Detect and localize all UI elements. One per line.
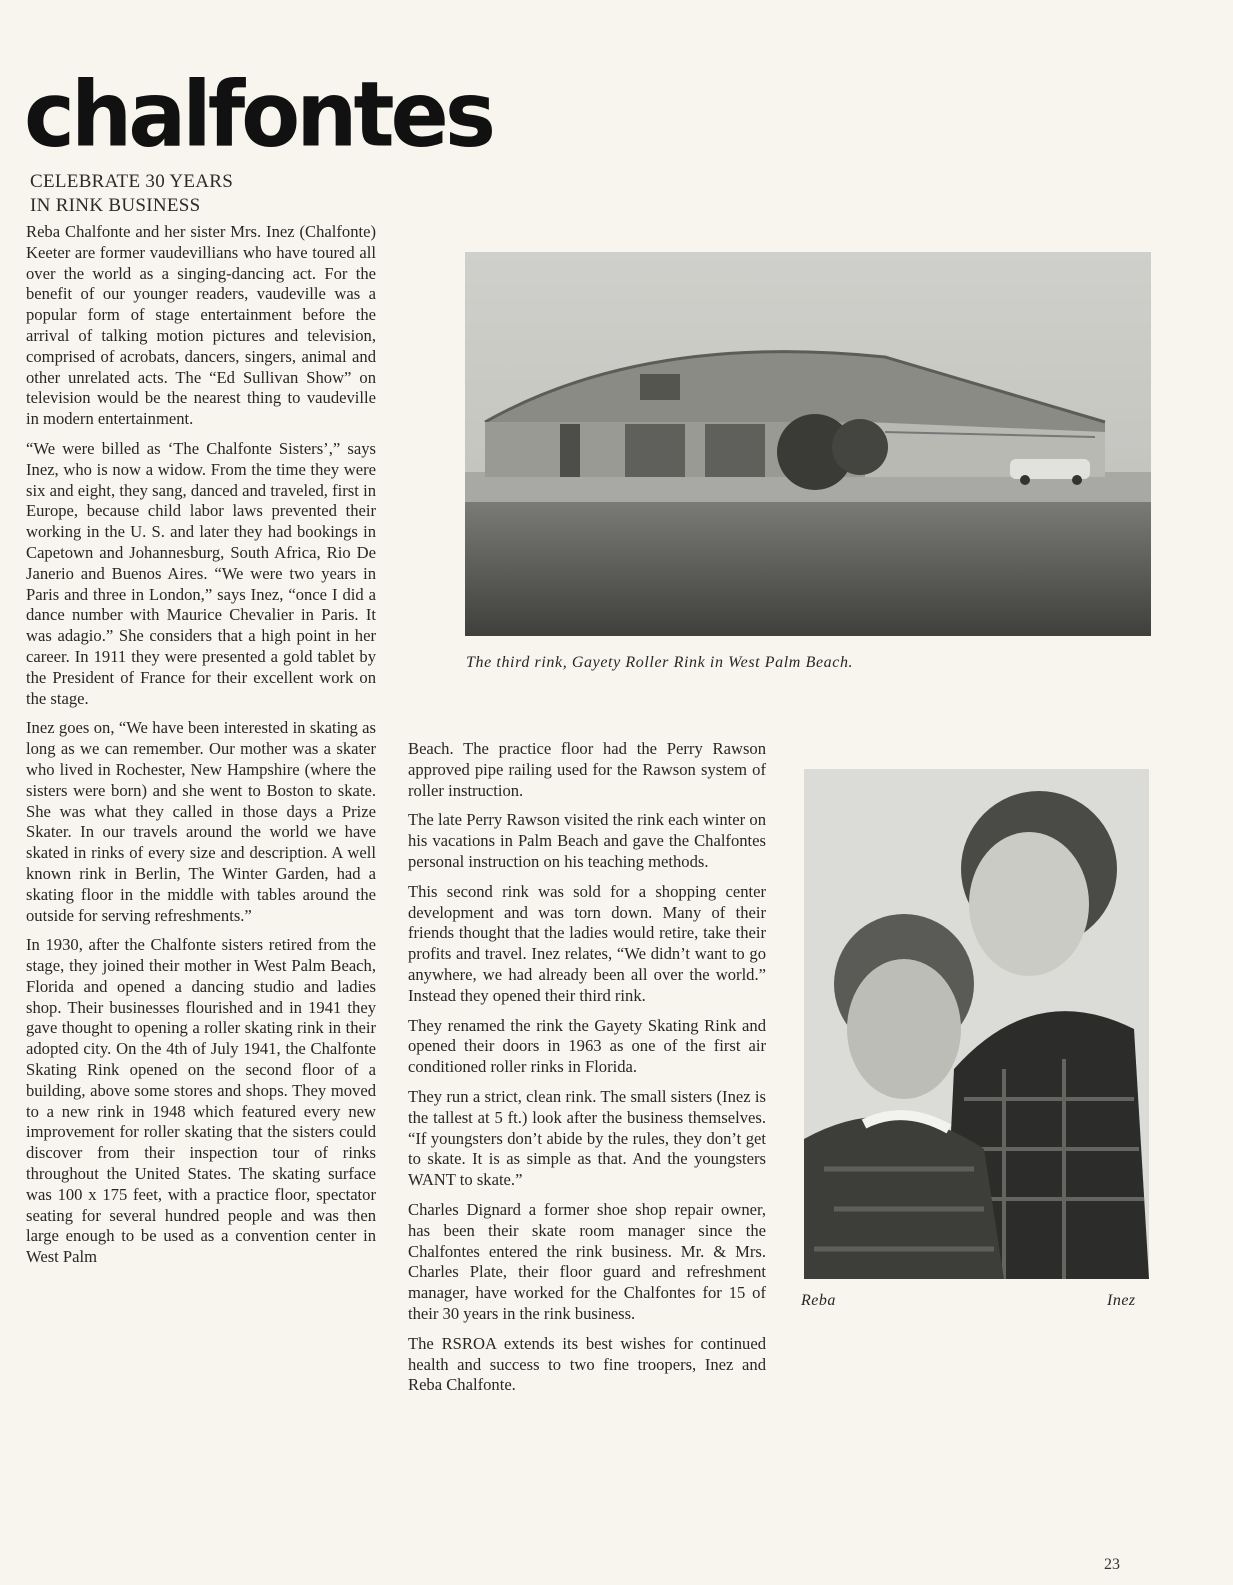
paragraph: The RSROA extends its best wishes for continued health and success to two fine troopers, Inez and Reba Chalfonte.	[408, 1333, 766, 1395]
article-column-left	[26, 222, 376, 1277]
subtitle-line-1: CELEBRATE 30 YEARS	[30, 171, 234, 192]
paragraph: Inez goes on, “We have been interested in skating as long as we can remember. Our mother was a skater who lived in Rochester, New Hampshire (where the sisters were born) and she went to Boston to skate. She was what they called in those days a Prize Skater. In our travels around the world we have skated in rinks of every size and description. A well known rink in Berlin, The Winter Garden, had a skating floor in the middle with tables around the outside for serving refreshments.”	[26, 718, 376, 925]
paragraph: “We were billed as ‘The Chalfonte Sisters’,” says Inez, who is now a widow. From the time they were six and eight, they sang, danced and traveled, first in Europe, because child labor laws prevented their working in the U. S. and later they had bookings in Capetown and Johannesburg, South Africa, Rio De Janerio and Buenos Aires. “We were two years in Paris and three in London,” says Inez, “once I did a dance number with Maurice Chevalier in Paris. It was adagio.” She considers that a high point in her career. In 1911 they were presented a gold tablet by the President of France for their excellent work on the stage.	[26, 438, 376, 708]
rink-building-image	[465, 252, 1151, 636]
paragraph: The late Perry Rawson visited the rink each winter on his vacations in Palm Beach and gave the Chalfontes personal instruction on his teaching methods.	[408, 810, 766, 871]
paragraph: Charles Dignard a former shoe shop repair owner, has been their skate room manager since the Chalfontes entered the rink business. Mr. & Mrs. Charles Plate, their floor guard and refreshment manager, have worked for the Chalfontes for 15 of their 30 years in the rink business.	[408, 1199, 766, 1323]
paragraph: In 1930, after the Chalfonte sisters retired from the stage, they joined their mother in West Palm Beach, Florida and opened a dancing studio and ladies shop. Their businesses flourished and in 1941 they gave thought to opening a roller skating rink in their adopted city. On the 4th of July 1941, the Chalfonte Skating Rink opened on the second floor of a building, above some stores and shops. They moved to a new rink in 1948 which featured every new improvement for roller skating that the sisters could discover from their inspection tour of rinks throughout the United States. The skating surface was 100 x 175 feet, with a practice floor, spectator seating for several hundred people and was then large enough to be used as a convention center in West Palm	[26, 935, 376, 1267]
sisters-portrait-photo	[804, 769, 1149, 1279]
paragraph: They run a strict, clean rink. The small sisters (Inez is the tallest at 5 ft.) look after the business themselves. “If youngsters don’t abide by the rules, they don’t get to skate. It is as simple as that. And the youngsters WANT to skate.”	[408, 1086, 766, 1190]
article-subtitle	[30, 170, 290, 218]
page-number: 23	[1104, 1556, 1120, 1573]
portrait-caption-reba: Reba	[801, 1292, 836, 1309]
subtitle-line-2: IN RINK BUSINESS	[30, 195, 201, 216]
paragraph: Beach. The practice floor had the Perry Rawson approved pipe railing used for the Rawson system of roller instruction.	[408, 739, 766, 800]
portrait-caption-inez: Inez	[1107, 1292, 1136, 1309]
sisters-portrait-image	[804, 769, 1149, 1279]
article-column-right	[408, 739, 766, 1405]
paragraph: This second rink was sold for a shopping center development and was torn down. Many of their friends thought that the ladies would retire, take their profits and travel. Inez relates, “We didn’t want to go anywhere, we had already been all over the world.” Instead they opened their third rink.	[408, 881, 766, 1005]
rink-photo	[465, 252, 1151, 636]
rink-photo-caption: The third rink, Gayety Roller Rink in West Palm Beach.	[466, 654, 854, 671]
article-masthead: chalfontes	[24, 62, 493, 168]
paragraph: They renamed the rink the Gayety Skating Rink and opened their doors in 1963 as one of the first air conditioned roller rinks in Florida.	[408, 1015, 766, 1077]
paragraph: Reba Chalfonte and her sister Mrs. Inez (Chalfonte) Keeter are former vaudevillians who have toured all over the world as a singing-dancing act. For the benefit of our younger readers, vaudeville was a popular form of stage entertainment before the arrival of talking motion pictures and television, comprised of acrobats, dancers, singers, animal and other unrelated acts. The “Ed Sullivan Show” on television would be the nearest thing to vaudeville in modern entertainment.	[26, 222, 376, 429]
